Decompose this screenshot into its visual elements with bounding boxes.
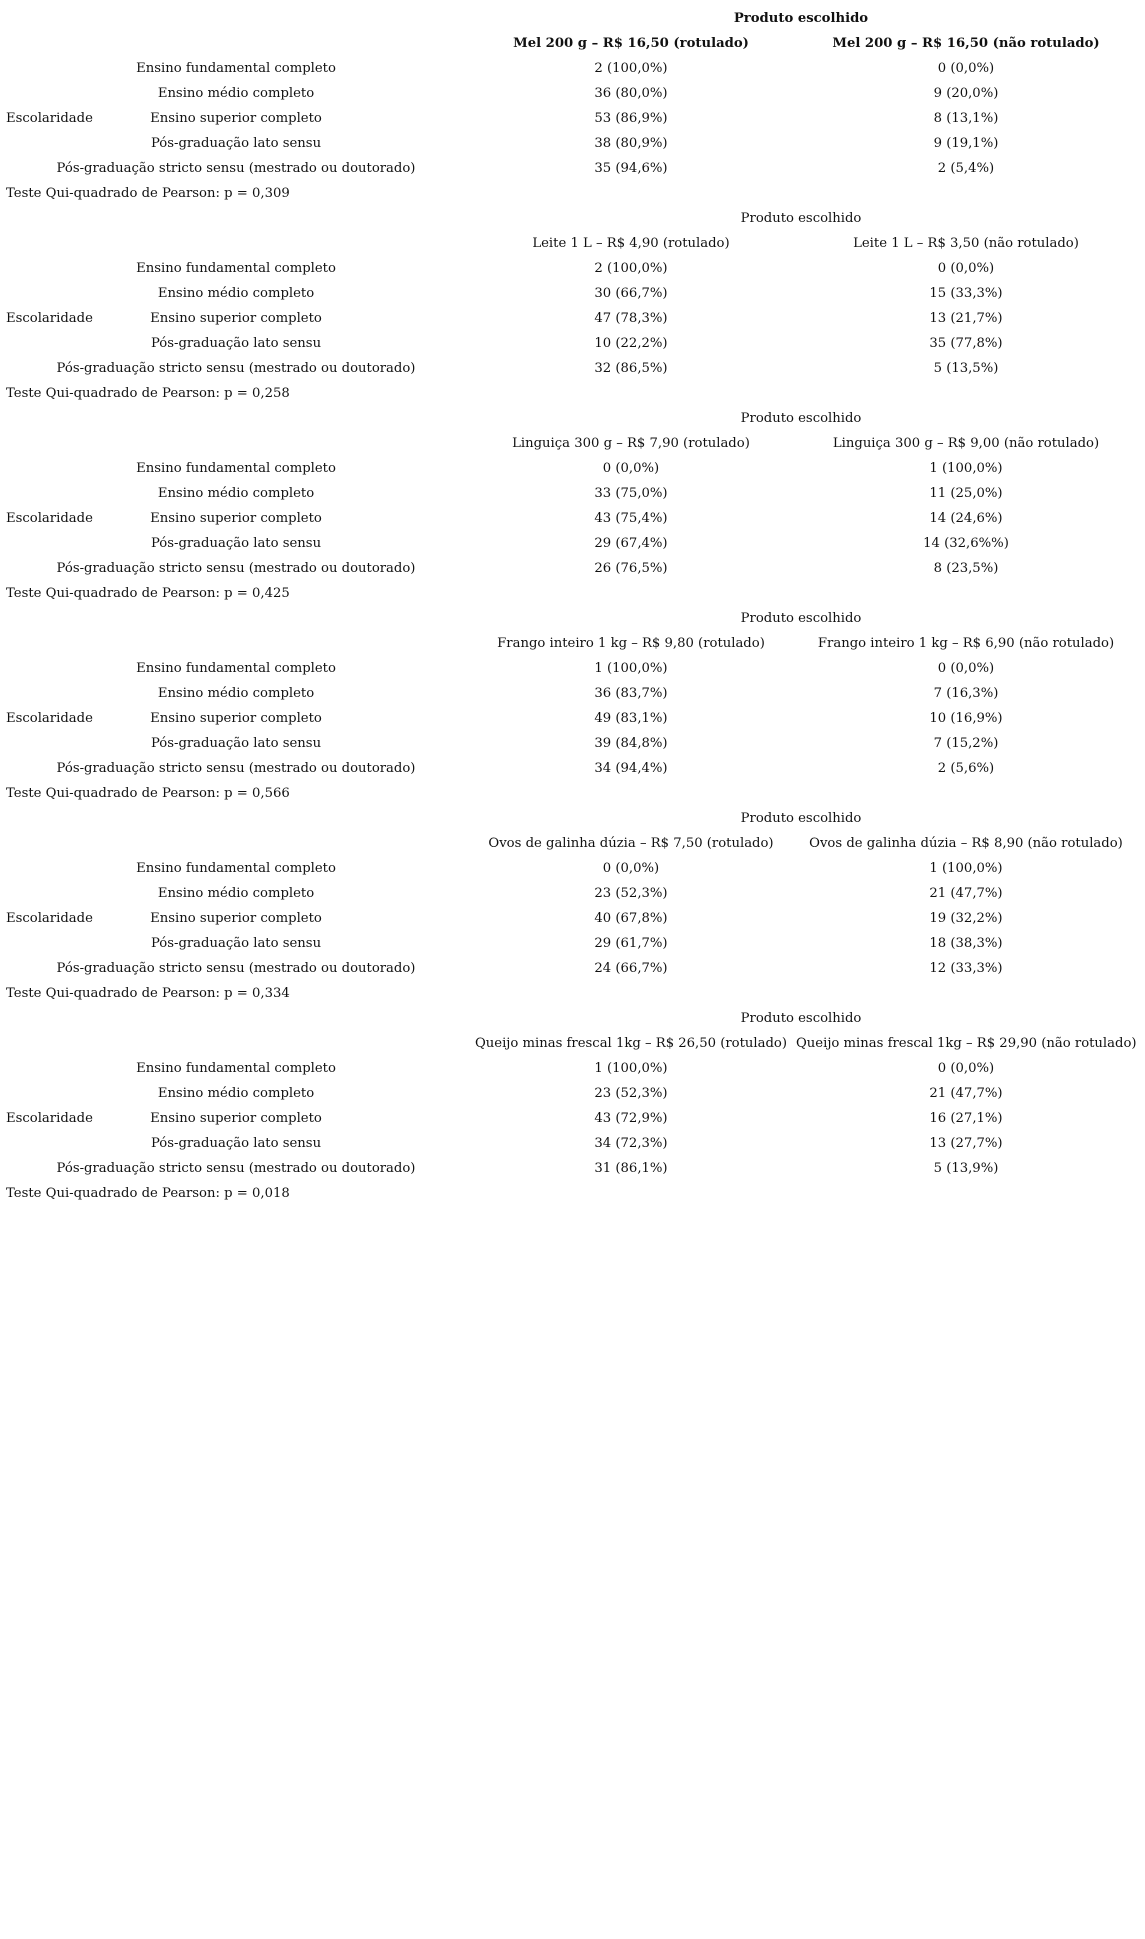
column-header-unlabeled: Queijo minas frescal 1kg – R$ 29,90 (não rotulado) xyxy=(796,1036,1137,1051)
table-row xyxy=(6,731,1136,756)
count-unlabeled-cell: 9 (20,0%) xyxy=(933,86,999,101)
education-level-label: Ensino superior completo xyxy=(150,511,322,526)
education-level-label: Pós-graduação stricto sensu (mestrado ou doutorado) xyxy=(56,1161,416,1176)
column-header-labeled: Linguiça 300 g – R$ 7,90 (rotulado) xyxy=(512,436,750,451)
count-unlabeled-cell: 21 (47,7%) xyxy=(929,886,1003,901)
footer-row xyxy=(6,381,1136,406)
count-unlabeled-cell: 14 (24,6%) xyxy=(929,511,1003,526)
footer-row xyxy=(6,1181,1136,1206)
count-labeled-cell: 34 (94,4%) xyxy=(594,761,668,776)
count-unlabeled-cell: 16 (27,1%) xyxy=(929,1111,1003,1126)
count-unlabeled-cell: 0 (0,0%) xyxy=(937,1061,995,1076)
count-unlabeled-cell: 2 (5,6%) xyxy=(937,761,995,776)
count-unlabeled-cell: 0 (0,0%) xyxy=(937,661,995,676)
table-row xyxy=(6,481,1136,506)
education-level-label: Ensino superior completo xyxy=(150,711,322,726)
count-unlabeled-cell: 7 (16,3%) xyxy=(933,686,999,701)
column-header-unlabeled: Leite 1 L – R$ 3,50 (não rotulado) xyxy=(853,236,1079,251)
education-level-label: Ensino médio completo xyxy=(157,486,315,501)
education-level-label: Pós-graduação lato sensu xyxy=(150,536,322,551)
column-header-row xyxy=(6,31,1136,56)
count-unlabeled-cell: 5 (13,9%) xyxy=(933,1161,999,1176)
table-row xyxy=(6,881,1136,906)
education-level-label: Pós-graduação stricto sensu (mestrado ou doutorado) xyxy=(56,561,416,576)
footer-row xyxy=(6,581,1136,606)
count-labeled-cell: 33 (75,0%) xyxy=(594,486,668,501)
table-row xyxy=(6,756,1136,781)
column-header-labeled: Leite 1 L – R$ 4,90 (rotulado) xyxy=(532,236,730,251)
table-row xyxy=(6,556,1136,581)
table-row xyxy=(6,956,1136,981)
column-header-labeled: Frango inteiro 1 kg – R$ 9,80 (rotulado) xyxy=(497,636,765,651)
count-labeled-cell: 0 (0,0%) xyxy=(602,861,660,876)
count-labeled-cell: 30 (66,7%) xyxy=(594,286,668,301)
table-row xyxy=(6,256,1136,281)
table-row xyxy=(6,1056,1136,1081)
column-header-row xyxy=(6,831,1136,856)
chi-square-test-note: Teste Qui-quadrado de Pearson: p = 0,018 xyxy=(6,1186,290,1201)
table-row xyxy=(6,856,1136,881)
education-level-label: Pós-graduação stricto sensu (mestrado ou doutorado) xyxy=(56,761,416,776)
education-level-label: Ensino fundamental completo xyxy=(136,61,336,76)
count-labeled-cell: 38 (80,9%) xyxy=(594,136,668,151)
count-labeled-cell: 10 (22,2%) xyxy=(594,336,668,351)
table-row xyxy=(6,331,1136,356)
table-row xyxy=(6,281,1136,306)
count-labeled-cell: 29 (67,4%) xyxy=(594,536,668,551)
count-unlabeled-cell: 19 (32,2%) xyxy=(929,911,1003,926)
table-row xyxy=(6,1131,1136,1156)
crosstab-block xyxy=(6,606,1136,806)
count-unlabeled-cell: 13 (27,7%) xyxy=(929,1136,1003,1151)
group-header-row xyxy=(6,406,1136,431)
table-row xyxy=(6,306,1136,331)
table-row xyxy=(6,1156,1136,1181)
count-unlabeled-cell: 21 (47,7%) xyxy=(929,1086,1003,1101)
education-level-label: Ensino fundamental completo xyxy=(136,861,336,876)
chi-square-test-note: Teste Qui-quadrado de Pearson: p = 0,258 xyxy=(6,386,290,401)
count-labeled-cell: 35 (94,6%) xyxy=(594,161,668,176)
count-unlabeled-cell: 35 (77,8%) xyxy=(929,336,1003,351)
education-level-label: Pós-graduação stricto sensu (mestrado ou doutorado) xyxy=(56,361,416,376)
education-level-label: Ensino fundamental completo xyxy=(136,1061,336,1076)
table-row xyxy=(6,81,1136,106)
education-level-label: Ensino médio completo xyxy=(157,86,315,101)
crosstab-block xyxy=(6,406,1136,606)
group-header: Produto escolhido xyxy=(740,411,862,426)
footer-row xyxy=(6,781,1136,806)
footer-row xyxy=(6,981,1136,1006)
table-row xyxy=(6,131,1136,156)
table-row xyxy=(6,1106,1136,1131)
variable-label: Escolaridade xyxy=(6,111,93,126)
table-row xyxy=(6,706,1136,731)
count-unlabeled-cell: 15 (33,3%) xyxy=(929,286,1003,301)
chi-square-test-note: Teste Qui-quadrado de Pearson: p = 0,566 xyxy=(6,786,290,801)
group-header-row xyxy=(6,6,1136,31)
count-labeled-cell: 36 (83,7%) xyxy=(594,686,668,701)
education-level-label: Pós-graduação stricto sensu (mestrado ou doutorado) xyxy=(56,961,416,976)
crosstab-block xyxy=(6,6,1136,206)
count-labeled-cell: 49 (83,1%) xyxy=(594,711,668,726)
count-labeled-cell: 43 (72,9%) xyxy=(594,1111,668,1126)
group-header: Produto escolhido xyxy=(740,611,862,626)
education-level-label: Ensino médio completo xyxy=(157,286,315,301)
table-row xyxy=(6,156,1136,181)
variable-label: Escolaridade xyxy=(6,311,93,326)
count-labeled-cell: 43 (75,4%) xyxy=(594,511,668,526)
table-row xyxy=(6,506,1136,531)
education-level-label: Ensino médio completo xyxy=(157,686,315,701)
group-header: Produto escolhido xyxy=(733,11,869,26)
count-labeled-cell: 23 (52,3%) xyxy=(594,886,668,901)
education-level-label: Ensino superior completo xyxy=(150,1111,322,1126)
count-unlabeled-cell: 1 (100,0%) xyxy=(929,861,1003,876)
document xyxy=(6,6,1136,1206)
table-row xyxy=(6,681,1136,706)
education-level-label: Pós-graduação lato sensu xyxy=(150,936,322,951)
count-labeled-cell: 23 (52,3%) xyxy=(594,1086,668,1101)
column-header-unlabeled: Mel 200 g – R$ 16,50 (não rotulado) xyxy=(832,36,1100,51)
table-row xyxy=(6,531,1136,556)
count-unlabeled-cell: 7 (15,2%) xyxy=(933,736,999,751)
count-labeled-cell: 36 (80,0%) xyxy=(594,86,668,101)
count-unlabeled-cell: 2 (5,4%) xyxy=(937,161,995,176)
column-header-unlabeled: Frango inteiro 1 kg – R$ 6,90 (não rotulado) xyxy=(817,636,1115,651)
chi-square-test-note: Teste Qui-quadrado de Pearson: p = 0,309 xyxy=(6,186,290,201)
count-unlabeled-cell: 12 (33,3%) xyxy=(929,961,1003,976)
column-header-labeled: Ovos de galinha dúzia – R$ 7,50 (rotulado) xyxy=(488,836,774,851)
table-row xyxy=(6,456,1136,481)
count-unlabeled-cell: 5 (13,5%) xyxy=(933,361,999,376)
count-unlabeled-cell: 14 (32,6%%) xyxy=(923,536,1009,551)
crosstab-block xyxy=(6,806,1136,1006)
table-row xyxy=(6,931,1136,956)
count-unlabeled-cell: 10 (16,9%) xyxy=(929,711,1003,726)
education-level-label: Ensino superior completo xyxy=(150,111,322,126)
count-labeled-cell: 32 (86,5%) xyxy=(594,361,668,376)
count-unlabeled-cell: 0 (0,0%) xyxy=(937,261,995,276)
count-labeled-cell: 24 (66,7%) xyxy=(594,961,668,976)
footer-row xyxy=(6,181,1136,206)
group-header-row xyxy=(6,606,1136,631)
education-level-label: Pós-graduação stricto sensu (mestrado ou doutorado) xyxy=(56,161,416,176)
chi-square-test-note: Teste Qui-quadrado de Pearson: p = 0,425 xyxy=(6,586,290,601)
column-header-row xyxy=(6,231,1136,256)
column-header-labeled: Mel 200 g – R$ 16,50 (rotulado) xyxy=(513,36,749,51)
group-header: Produto escolhido xyxy=(740,1011,862,1026)
count-unlabeled-cell: 11 (25,0%) xyxy=(929,486,1003,501)
column-header-labeled: Queijo minas frescal 1kg – R$ 26,50 (rotulado) xyxy=(474,1036,788,1051)
count-unlabeled-cell: 8 (13,1%) xyxy=(933,111,999,126)
count-labeled-cell: 39 (84,8%) xyxy=(594,736,668,751)
education-level-label: Ensino médio completo xyxy=(157,1086,315,1101)
count-labeled-cell: 29 (61,7%) xyxy=(594,936,668,951)
group-header-row xyxy=(6,1006,1136,1031)
count-labeled-cell: 47 (78,3%) xyxy=(594,311,668,326)
count-labeled-cell: 1 (100,0%) xyxy=(594,661,668,676)
variable-label: Escolaridade xyxy=(6,711,93,726)
column-header-row xyxy=(6,431,1136,456)
table-row xyxy=(6,56,1136,81)
count-unlabeled-cell: 0 (0,0%) xyxy=(937,61,995,76)
count-unlabeled-cell: 9 (19,1%) xyxy=(933,136,999,151)
chi-square-test-note: Teste Qui-quadrado de Pearson: p = 0,334 xyxy=(6,986,290,1001)
group-header-row xyxy=(6,206,1136,231)
table-row xyxy=(6,906,1136,931)
count-labeled-cell: 2 (100,0%) xyxy=(594,261,668,276)
group-header: Produto escolhido xyxy=(740,211,862,226)
count-unlabeled-cell: 8 (23,5%) xyxy=(933,561,999,576)
education-level-label: Ensino médio completo xyxy=(157,886,315,901)
education-level-label: Ensino fundamental completo xyxy=(136,661,336,676)
education-level-label: Pós-graduação lato sensu xyxy=(150,136,322,151)
count-labeled-cell: 1 (100,0%) xyxy=(594,1061,668,1076)
education-level-label: Ensino fundamental completo xyxy=(136,461,336,476)
count-labeled-cell: 31 (86,1%) xyxy=(594,1161,668,1176)
count-unlabeled-cell: 13 (21,7%) xyxy=(929,311,1003,326)
count-unlabeled-cell: 1 (100,0%) xyxy=(929,461,1003,476)
table-row xyxy=(6,1081,1136,1106)
variable-label: Escolaridade xyxy=(6,511,93,526)
table-row xyxy=(6,106,1136,131)
crosstab-block xyxy=(6,1006,1136,1206)
variable-label: Escolaridade xyxy=(6,911,93,926)
education-level-label: Ensino superior completo xyxy=(150,311,322,326)
count-labeled-cell: 26 (76,5%) xyxy=(594,561,668,576)
education-level-label: Ensino fundamental completo xyxy=(136,261,336,276)
count-unlabeled-cell: 18 (38,3%) xyxy=(929,936,1003,951)
variable-label: Escolaridade xyxy=(6,1111,93,1126)
group-header-row xyxy=(6,806,1136,831)
column-header-row xyxy=(6,631,1136,656)
crosstab-block xyxy=(6,206,1136,406)
column-header-unlabeled: Linguiça 300 g – R$ 9,00 (não rotulado) xyxy=(832,436,1100,451)
group-header: Produto escolhido xyxy=(740,811,862,826)
count-labeled-cell: 40 (67,8%) xyxy=(594,911,668,926)
column-header-unlabeled: Ovos de galinha dúzia – R$ 8,90 (não rotulado) xyxy=(809,836,1123,851)
table-row xyxy=(6,656,1136,681)
column-header-row xyxy=(6,1031,1136,1056)
education-level-label: Pós-graduação lato sensu xyxy=(150,736,322,751)
count-labeled-cell: 34 (72,3%) xyxy=(594,1136,668,1151)
education-level-label: Ensino superior completo xyxy=(150,911,322,926)
count-labeled-cell: 53 (86,9%) xyxy=(594,111,668,126)
table-row xyxy=(6,356,1136,381)
count-labeled-cell: 2 (100,0%) xyxy=(594,61,668,76)
education-level-label: Pós-graduação lato sensu xyxy=(150,1136,322,1151)
education-level-label: Pós-graduação lato sensu xyxy=(150,336,322,351)
count-labeled-cell: 0 (0,0%) xyxy=(602,461,660,476)
